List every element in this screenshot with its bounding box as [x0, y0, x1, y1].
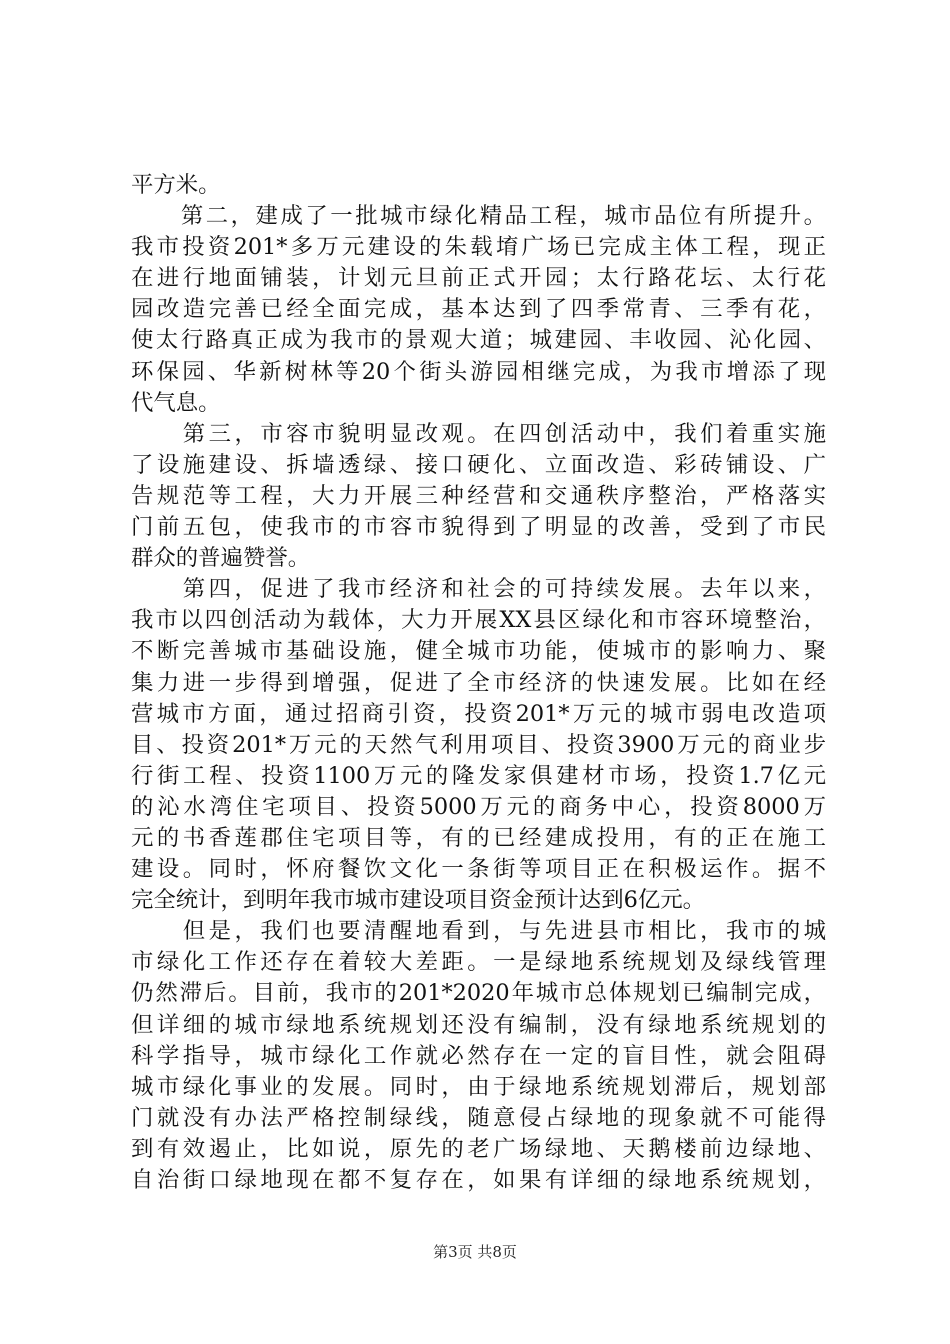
- text-line: 门前五包，使我市的市容市貌得到了明显的改善，受到了市民: [131, 514, 826, 541]
- text-line: 第二，建成了一批城市绿化精品工程，城市品位有所提升。: [131, 203, 826, 230]
- text-line: 我市以四创活动为载体，大力开展XX县区绿化和市容环境整治，: [131, 607, 826, 634]
- text-line: 仍然滞后。目前，我市的201*2020年城市总体规划已编制完成，: [131, 980, 826, 1007]
- text-line: 目、投资201*万元的天然气利用项目、投资3900万元的商业步: [131, 731, 826, 758]
- text-line: 科学指导，城市绿化工作就必然存在一定的盲目性，就会阻碍: [131, 1042, 826, 1069]
- text-line: 营城市方面，通过招商引资，投资201*万元的城市弱电改造项: [131, 700, 826, 727]
- text-line: 使太行路真正成为我市的景观大道；城建园、丰收园、沁化园、: [131, 327, 826, 354]
- text-line: 门就没有办法严格控制绿线，随意侵占绿地的现象就不可能得: [131, 1104, 826, 1131]
- text-line: 建设。同时，怀府餐饮文化一条街等项目正在积极运作。据不: [131, 856, 826, 883]
- text-line: 的沁水湾住宅项目、投资5000万元的商务中心，投资8000万: [131, 793, 826, 820]
- text-line: 自治街口绿地现在都不复存在，如果有详细的绿地系统规划，: [131, 1167, 826, 1193]
- text-line: 但是，我们也要清醒地看到，与先进县市相比，我市的城: [131, 918, 826, 945]
- text-line: 元的书香莲郡住宅项目等，有的已经建成投用，有的正在施工: [131, 824, 826, 851]
- text-line: 完全统计，到明年我市城市建设项目资金预计达到6亿元。: [131, 887, 706, 914]
- text-line: 市绿化工作还存在着较大差距。一是绿地系统规划及绿线管理: [131, 949, 826, 976]
- text-line: 但详细的城市绿地系统规划还没有编制，没有绿地系统规划的: [131, 1011, 826, 1038]
- text-line: 第三，市容市貌明显改观。在四创活动中，我们着重实施: [131, 420, 826, 447]
- text-line: 在进行地面铺装，计划元旦前正式开园；太行路花坛、太行花: [131, 265, 826, 292]
- text-line: 我市投资201*多万元建设的朱载堉广场已完成主体工程，现正: [131, 234, 826, 261]
- document-body: [131, 170, 826, 1196]
- text-line: 到有效遏止，比如说，原先的老广场绿地、天鹅楼前边绿地、: [131, 1135, 826, 1162]
- text-line: 平方米。: [131, 172, 221, 198]
- page-footer: 第3页 共8页: [433, 1243, 517, 1261]
- text-line: 群众的普遍赞誉。: [131, 545, 311, 572]
- text-line: 了设施建设、拆墙透绿、接口硬化、立面改造、彩砖铺设、广: [131, 451, 826, 478]
- text-line: 告规范等工程，大力开展三种经营和交通秩序整治，严格落实: [131, 482, 826, 509]
- text-line: 集力进一步得到增强，促进了全市经济的快速发展。比如在经: [131, 669, 826, 696]
- text-line: 不断完善城市基础设施，健全城市功能，使城市的影响力、聚: [131, 638, 826, 665]
- text-line: 环保园、华新树林等20个街头游园相继完成，为我市增添了现: [131, 358, 826, 385]
- text-line: 代气息。: [131, 389, 221, 416]
- text-line: 第四，促进了我市经济和社会的可持续发展。去年以来，: [131, 576, 826, 603]
- text-line: 城市绿化事业的发展。同时，由于绿地系统规划滞后，规划部: [131, 1073, 826, 1100]
- text-line: 园改造完善已经全面完成，基本达到了四季常青、三季有花，: [131, 296, 826, 323]
- text-line: 行街工程、投资1100万元的隆发家俱建材市场，投资1.7亿元: [131, 762, 826, 789]
